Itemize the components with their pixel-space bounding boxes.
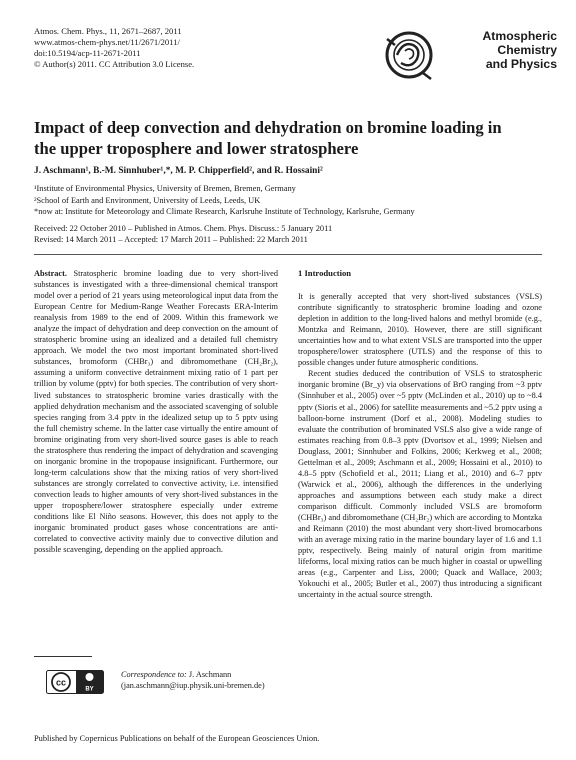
- affiliation: *now at: Institute for Meteorology and Climate Research, Karlsruhe Institute of Technology, Karlsruhe, Germany: [34, 207, 415, 217]
- body-paragraph: Recent studies deduced the contribution of VSLS to stratospheric inorganic bromine (Br_y) via observations of BrO ranging from ~3 pptv (Sinnhuber et al., 2005) over ~5 pptv (McLinden et al., 2010) up to ~8.4 pptv (Sioris et al., 2006) for satellite measurements and ~5.2 pptv using a balloon-borne instrument (Dorf et al., 2008). Modeling studies to evaluate the contribution of brominated VSLS also give a wide range of estimates reaching from 0.8–3 pptv (Dvortsov et al., 1999; Nielsen and Douglass, 2001; Sinnhuber and Folkins, 2006; Kerkweg et al., 2008; Gettelman et al., 2009; Aschmann et al., 2009; Hossaini et al., 2010) to 4.8–5 pptv (Schofield et al., 2011; Liang et al., 2010) and 6–7 pptv (Warwick et al., 2006), although the differences in the underlying approaches and assumptions between each study make a direct comparison difficult. Commonly included VSLS are bromoform (CHBr₃) and dibromomethane (CH₂Br₂) which are according to Montzka and Reimann (2010) the most abundant very short-lived bromocarbons with an average mixing ratio in the marine boundary layer of 1.6 and 1.1 pptv, respectively. Being mainly of natural origin from maritime lifeforms, local mixing ratios can be much higher in coastal or upwelling areas (e.g., Carpenter and Liss, 2000; Quack and Wallace, 2003; Yokouchi et al., 2005; Butler et al., 2007) thus introducing a significant uncertainty in the actual source strength.: [298, 369, 542, 600]
- journal-logo: [383, 25, 559, 89]
- section-heading: 1 Introduction: [298, 268, 352, 278]
- abstract-label: Abstract.: [34, 269, 67, 278]
- abstract-paragraph: [34, 268, 278, 555]
- correspondence: [121, 669, 301, 691]
- svg-text:cc: cc: [55, 677, 67, 688]
- affiliation: ¹Institute of Environmental Physics, University of Bremen, Bremen, Germany: [34, 184, 296, 193]
- dates-line: Revised: 14 March 2011 – Accepted: 17 March 2011 – Published: 22 March 2011: [34, 235, 308, 245]
- journal-name: [441, 29, 557, 71]
- paper-title: [34, 117, 544, 159]
- abstract-column: [34, 268, 278, 555]
- body-paragraph: It is generally accepted that very short-lived substances (VSLS) contribute significantly to stratospheric bromine loading and ozone depletion in addition to the long-lived halons and methyl bromide (e.g., Montzka and Reimann, 2010). However, there are still significant uncertainties how and to what extent VSLS are transported into the upper troposphere/lower stratosphere (UTLS) and the response of this to possible changes under future atmospheric conditions.: [298, 292, 542, 368]
- doi-link[interactable]: doi:10.5194/acp-11-2671-2011: [34, 48, 141, 58]
- abstract-text: Stratospheric bromine loading due to very short-lived substances is investigated with a three-dimensional chemical transport model over a period of 21 years using meteorological input data from the European Centre for Medium-Range Weather Forecasts ERA-Interim reanalysis from 1989 to the end of 2009. Within this framework we analyze the impact of dehydration and deep convection on the amount of stratospheric bromine using an idealized and a detailed full chemistry approach. We model the two most important brominated short-lived substances, bromoform (CHBr₃) and dibromomethane (CH₂Br₂), assuming a uniform convective detrainment mixing ratio of 1 part per trillion by volume (pptv) for both species. The contribution of very short-lived substances to stratospheric bromine varies drastically with the applied dehydration mechanism and the associated scavenging of soluble species ranging from 3.4 pptv in the idealized setup up to 5 pptv using the full chemistry scheme. In the latter case virtually the entire amount of bromine originating from very short-lived source gases is able to reach the stratosphere thus rendering the impact of dehydration and scavenging on inorganic bromine in the tropopause insignificant. Furthermore, our long-term calculations show that the mixing ratios of very short-lived substances are strongly correlated to convective activity, i.e. intensified convection leads to higher amounts of very short-lived substances in the upper troposphere/lower stratosphere especially under extreme conditions like El Niño seasons. However, this does not apply to the inorganic brominated product gases whose concentrations are anti-correlated to convective activity mainly due to convective dilution and possible scavenging, depending on the applied approach.: [34, 269, 278, 555]
- journal-name-line: and Physics: [485, 57, 557, 71]
- title-line: Impact of deep convection and dehydration on bromine loading in: [34, 118, 502, 137]
- correspondence-label: Correspondence to:: [121, 670, 187, 679]
- publisher-footer: Published by Copernicus Publications on behalf of the European Geosciences Union.: [34, 734, 320, 743]
- correspondence-email[interactable]: (jan.aschmann@iup.physik.uni-bremen.de): [121, 681, 265, 690]
- journal-name-line: Chemistry: [497, 43, 557, 57]
- egu-journal-logo-icon: [383, 25, 435, 83]
- correspondence-name: J. Aschmann: [188, 670, 232, 679]
- title-line: the upper troposphere and lower stratosphere: [34, 139, 359, 158]
- footnote-divider: [34, 656, 92, 657]
- license-line: © Author(s) 2011. CC Attribution 3.0 License.: [34, 59, 195, 69]
- creative-commons-by-icon: [46, 670, 104, 694]
- journal-name-line: Atmospheric: [482, 29, 557, 43]
- license-badge[interactable]: [46, 670, 104, 694]
- citation-line: Atmos. Chem. Phys., 11, 2671–2687, 2011: [34, 26, 182, 36]
- affiliations: [34, 183, 554, 218]
- journal-url-link[interactable]: www.atmos-chem-phys.net/11/2671/2011/: [34, 37, 180, 47]
- citation-header: [34, 26, 194, 70]
- affiliation: ²School of Earth and Environment, University of Leeds, Leeds, UK: [34, 195, 261, 205]
- dates-line: Received: 22 October 2010 – Published in Atmos. Chem. Phys. Discuss.: 5 January 2011: [34, 224, 333, 233]
- header-divider: [34, 254, 542, 255]
- publication-dates: [34, 223, 554, 246]
- introduction-column: [298, 268, 542, 600]
- author-list: J. Aschmann¹, B.-M. Sinnhuber¹,*, M. P. Chipperfield², and R. Hossaini²: [34, 166, 323, 176]
- cc-by-label: BY: [85, 686, 94, 693]
